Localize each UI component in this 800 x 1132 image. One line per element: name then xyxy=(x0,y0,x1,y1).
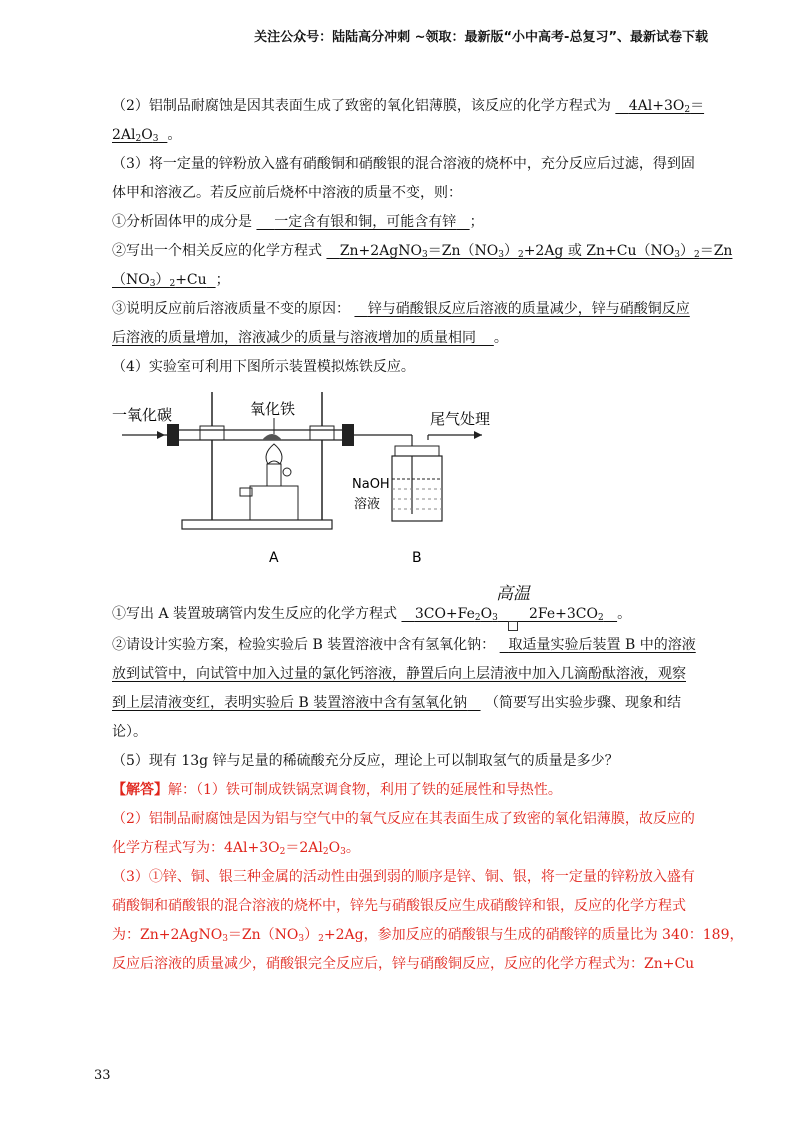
q2-line-2: $2Al_2O_3$ 。 xyxy=(112,127,182,144)
page-number: 33 xyxy=(94,1068,111,1083)
q4-equation-answer: $3CO+Fe_2O_3$ $2Fe+3CO_2$ xyxy=(414,606,604,623)
q4-equation-line: ①写出 A 装置玻璃管内发生反应的化学方程式 $3CO+Fe_2O_3$ $2Fe+3CO_2$ 。 高温 xyxy=(112,581,712,627)
answer-line-5: 硝酸铜和硝酸银的混合溶液的烧杯中，锌先与硝酸银反应生成硝酸锌和银，反应的化学方程式 xyxy=(112,898,686,914)
answer-line-1: 【解答】解：（1）铁可制成铁锅烹调食物，利用了铁的延展性和导热性。 xyxy=(112,782,562,798)
q3-line-1: （3）将一定量的锌粉放入盛有硝酸铜和硝酸银的混合溶液的烧杯中，充分反应后过滤，得到固 xyxy=(112,156,695,172)
label-apparatus-a: A xyxy=(269,550,279,566)
condition-box-icon xyxy=(508,621,518,631)
q4-line-1: （4）实验室可利用下图所示装置模拟炼铁反应。 xyxy=(112,359,415,375)
label-naoh: NaOH xyxy=(352,477,390,492)
label-apparatus-b: B xyxy=(412,550,422,566)
q5-line-1: （5）现有 13g 锌与足量的稀硫酸充分反应，理论上可以制取氢气的质量是多少？ xyxy=(112,753,619,769)
q4-part-2-cont-2: 到上层清液变红，表明实验后 B 装置溶液中含有氢氧化钠 （简要写出实验步骤、现象和结 xyxy=(112,695,681,711)
q3-part-3-cont: 后溶液的质量增加，溶液减少的质量与溶液增加的质量相同 。 xyxy=(112,330,508,346)
q3-part-1: ①分析固体甲的成分是 一定含有银和铜，可能含有锌 ； xyxy=(112,214,484,230)
reaction-condition: 高温 xyxy=(496,584,530,604)
answer-line-2: （2）铝制品耐腐蚀是因为铝与空气中的氧气反应在其表面生成了致密的氧化铝薄膜，故反应的 xyxy=(112,811,695,827)
q3-part-3: ③说明反应前后溶液质量不变的原因： 锌与硝酸银反应后溶液的质量减少，锌与硝酸铜反应 xyxy=(112,301,690,317)
q3-line-2: 体甲和溶液乙。若反应前后烧杯中溶液的质量不变，则： xyxy=(112,185,462,201)
label-carbon-monoxide: 一氧化碳 xyxy=(112,406,173,424)
answer-line-4: （3）①锌、铜、银三种金属的活动性由强到弱的顺序是锌、铜、银，将一定量的锌粉放入盛有 xyxy=(112,869,695,885)
q2-answer: $4Al+3O_2=$ xyxy=(628,98,705,115)
q3-part-2-cont: $(NO_3)_2+Cu$ ； xyxy=(112,272,230,289)
label-tail-gas: 尾气处理 xyxy=(430,410,491,428)
q4-part-2: ②请设计实验方案，检验实验后 B 装置溶液中含有氢氧化钠： 取适量实验后装置 B 中的溶液 xyxy=(112,637,696,653)
apparatus-figure xyxy=(112,384,532,569)
label-iron-oxide: 氧化铁 xyxy=(250,400,296,418)
q3-part-2-answer: $Zn+2AgNO_3=Zn(NO_3)_2+2Ag$ 或 $Zn+Cu(NO_3)_2=Zn$ xyxy=(339,243,733,260)
page-header: 关注公众号：陆陆高分冲刺 ~领取：最新版“小中高考-总复习”、最新试卷下载 xyxy=(254,30,708,45)
q4-part-2-cont-3: 论）。 xyxy=(112,724,147,740)
answer-line-3: 化学方程式写为：$4Al+3O_2=2Al_2O_3$。 xyxy=(112,840,360,857)
answer-line-6: 为：$Zn+2AgNO_3=Zn(NO_3)_2+2Ag$，参加反应的硝酸银与生成的硝酸锌的质量比为 340：189， xyxy=(112,927,744,944)
q2-line-1: （2）铝制品耐腐蚀是因其表面生成了致密的氧化铝薄膜，该反应的化学方程式为 $4Al+3O_2=$ xyxy=(112,98,705,115)
q4-part-2-cont-1: 放到试管中，向试管中加入过量的氯化钙溶液，静置后向上层清液中加入几滴酚酞溶液，观察 xyxy=(112,666,686,682)
q3-part-2: ②写出一个相关反应的化学方程式 $Zn+2AgNO_3=Zn(NO_3)_2+2Ag$ 或 $Zn+Cu(NO_3)_2=Zn$ xyxy=(112,243,733,260)
document-body xyxy=(112,92,744,979)
answer-line-7: 反应后溶液的质量减少，硝酸银完全反应后，锌与硝酸铜反应，反应的化学方程式为：Zn+Cu xyxy=(112,956,695,972)
q3-part-1-answer: 一定含有银和铜，可能含有锌 xyxy=(274,214,457,230)
apparatus-diagram xyxy=(112,384,712,569)
label-solution: 溶液 xyxy=(354,497,381,512)
q3-part-3-answer: 锌与硝酸银反应后溶液的质量减少，锌与硝酸铜反应 xyxy=(367,301,690,317)
